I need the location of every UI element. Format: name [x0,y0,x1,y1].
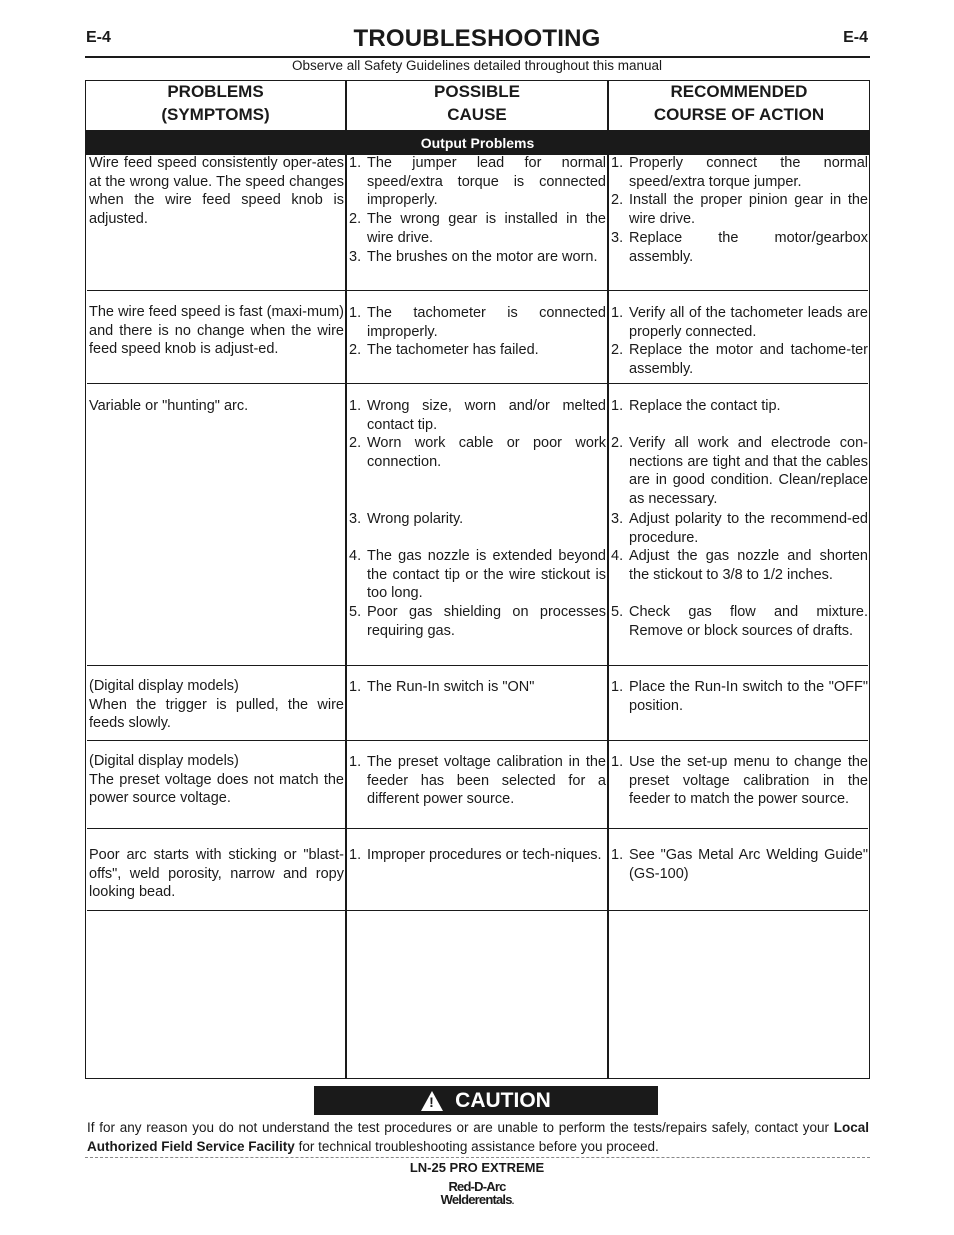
row-1-causes [349,154,606,266]
section-title: Output Problems [420,135,535,151]
row-divider [87,290,868,291]
row-divider [87,910,868,911]
row-3-cause-4 [349,547,606,603]
row-1-actions [611,154,868,266]
row-1-symptom: Wire feed speed consistently oper-ates at the wrong value. The speed changes when the wire feed speed knob is adjusted. [89,155,344,228]
row-5-note: (Digital display models) [89,753,239,769]
column-divider [345,80,347,1079]
list-item: 1. The tachometer is connected improperly. [349,305,606,340]
list-item: 1. Wrong size, worn and/or melted contact tip. [349,398,606,433]
row-3-action-2 [611,434,868,509]
page-code-right: E-4 [843,29,868,46]
row-3-action-1 [611,397,868,416]
header-cause-line2: CAUSE [447,105,507,124]
row-divider [87,383,868,384]
caution-text-before: If for any reason you do not understand the test procedures or are unable to perform the tests/repairs safely, contact your [87,1120,834,1135]
row-3-cause-2 [349,434,606,471]
list-item: 1. Use the set-up menu to change the preset voltage calibration in the feeder to match the power source. [611,754,868,808]
list-item: 1. The preset voltage calibration in the feeder has been selected for a different power source. [349,754,606,808]
caution-label: CAUTION [455,1088,551,1112]
safety-subtitle: Observe all Safety Guidelines detailed throughout this manual [292,58,662,73]
row-3-cause-1 [349,397,606,434]
header-cause-line1: POSSIBLE [434,82,520,101]
column-divider [607,80,609,1079]
row-divider [87,740,868,741]
row-6-causes [349,846,606,865]
row-5-actions [611,753,868,809]
warning-triangle-icon: ! [421,1091,443,1111]
list-item: 3. Replace the motor/gearbox assembly. [611,229,868,265]
list-item: 2. Install the proper pinion gear in the wire drive. [611,192,868,228]
header-cause [347,80,607,130]
page-title: TROUBLESHOOTING [353,25,601,52]
list-item: 4. Adjust the gas nozzle and shorten the stickout to 3/8 to 1/2 inches. [611,548,868,583]
list-item: 3. The brushes on the motor are worn. [349,248,598,265]
list-item: 1. The Run-In switch is "ON" [349,679,535,695]
row-2-causes [349,304,606,360]
list-item: 1. See "Gas Metal Arc Welding Guide" (GS-100) [611,847,868,882]
caution-text-after: for technical troubleshooting assistance before you proceed. [294,1139,659,1154]
company-logo [0,1180,954,1208]
row-2-symptom: The wire feed speed is fast (maxi-mum) and there is no change when the wire feed speed knob is adjust-ed. [89,304,344,358]
list-item: 5. Poor gas shielding on processes requiring gas. [349,604,606,639]
row-4-symptom [89,677,344,733]
footer-divider [85,1157,870,1158]
header-action-line2: COURSE OF ACTION [653,105,825,124]
row-5-text: The preset voltage does not match the power source voltage. [89,771,344,807]
list-item: 5. Check gas flow and mixture. Remove or block sources of drafts. [611,604,868,639]
page-code-left: E-4 [86,29,111,46]
caution-text [87,1118,869,1156]
row-divider [87,828,868,829]
list-item: 3. Adjust polarity to the recommend-ed procedure. [611,511,868,546]
list-item: 1. The jumper lead for normal speed/extra torque is connected improperly. [349,155,606,209]
row-3-action-5 [611,603,868,640]
list-item: 2. The tachometer has failed. [349,342,539,359]
row-5-causes [349,753,606,809]
row-3-cause-3 [349,510,606,529]
list-item: 1. Place the Run-In switch to the "OFF" position. [611,679,868,714]
row-6-symptom: Poor arc starts with sticking or "blast-offs", weld porosity, narrow and ropy looking bead. [89,847,344,901]
header-problems-line2: (SYMPTOMS) [161,105,270,124]
list-item: 1. Properly connect the normal speed/extra torque jumper. [611,155,868,190]
list-item: 1. Verify all of the tachometer leads are properly connected. [611,305,868,340]
list-item: 1. Improper procedures or tech-niques. [349,847,602,863]
list-item: 2. Worn work cable or poor work connection. [349,435,606,470]
list-item: 2. Replace the motor and tachome-ter assembly. [611,342,868,378]
row-divider [87,665,868,666]
row-4-causes [349,678,606,697]
row-4-note: (Digital display models) [89,678,239,694]
list-item: 3. Wrong polarity. [349,511,464,527]
row-4-actions [611,678,868,715]
caution-text-bold: Local Authorized Field Service Facility [87,1120,869,1154]
row-3-symptom: Variable or "hunting" arc. [89,398,249,414]
row-3-action-3 [611,510,868,547]
header-action [609,80,869,130]
header-problems-line1: PROBLEMS [167,82,264,101]
list-item: 2. Verify all work and electrode con-nections are tight and that the cables are in good condition. Clean/replace as necessary. [611,435,868,508]
row-5-symptom [89,752,344,808]
model-name: LN-25 PRO EXTREME [409,1160,545,1175]
caution-heading [314,1086,658,1115]
list-item: 1. Replace the contact tip. [611,398,781,414]
row-3-action-4 [611,547,868,584]
list-item: 4. The gas nozzle is extended beyond the contact tip or the wire stickout is too long. [349,548,606,602]
row-3-cause-5 [349,603,606,640]
logo-line-2: Welderentals. [440,1192,514,1207]
row-2-actions [611,304,868,379]
row-4-text: When the trigger is pulled, the wire feeds slowly. [89,696,344,732]
list-item: 2. The wrong gear is installed in the wire drive. [349,211,606,246]
logo-line-1: Red-D-Arc [448,1179,506,1194]
row-6-actions [611,846,868,883]
header-action-line1: RECOMMENDED [670,82,808,101]
header-problems [86,80,345,130]
